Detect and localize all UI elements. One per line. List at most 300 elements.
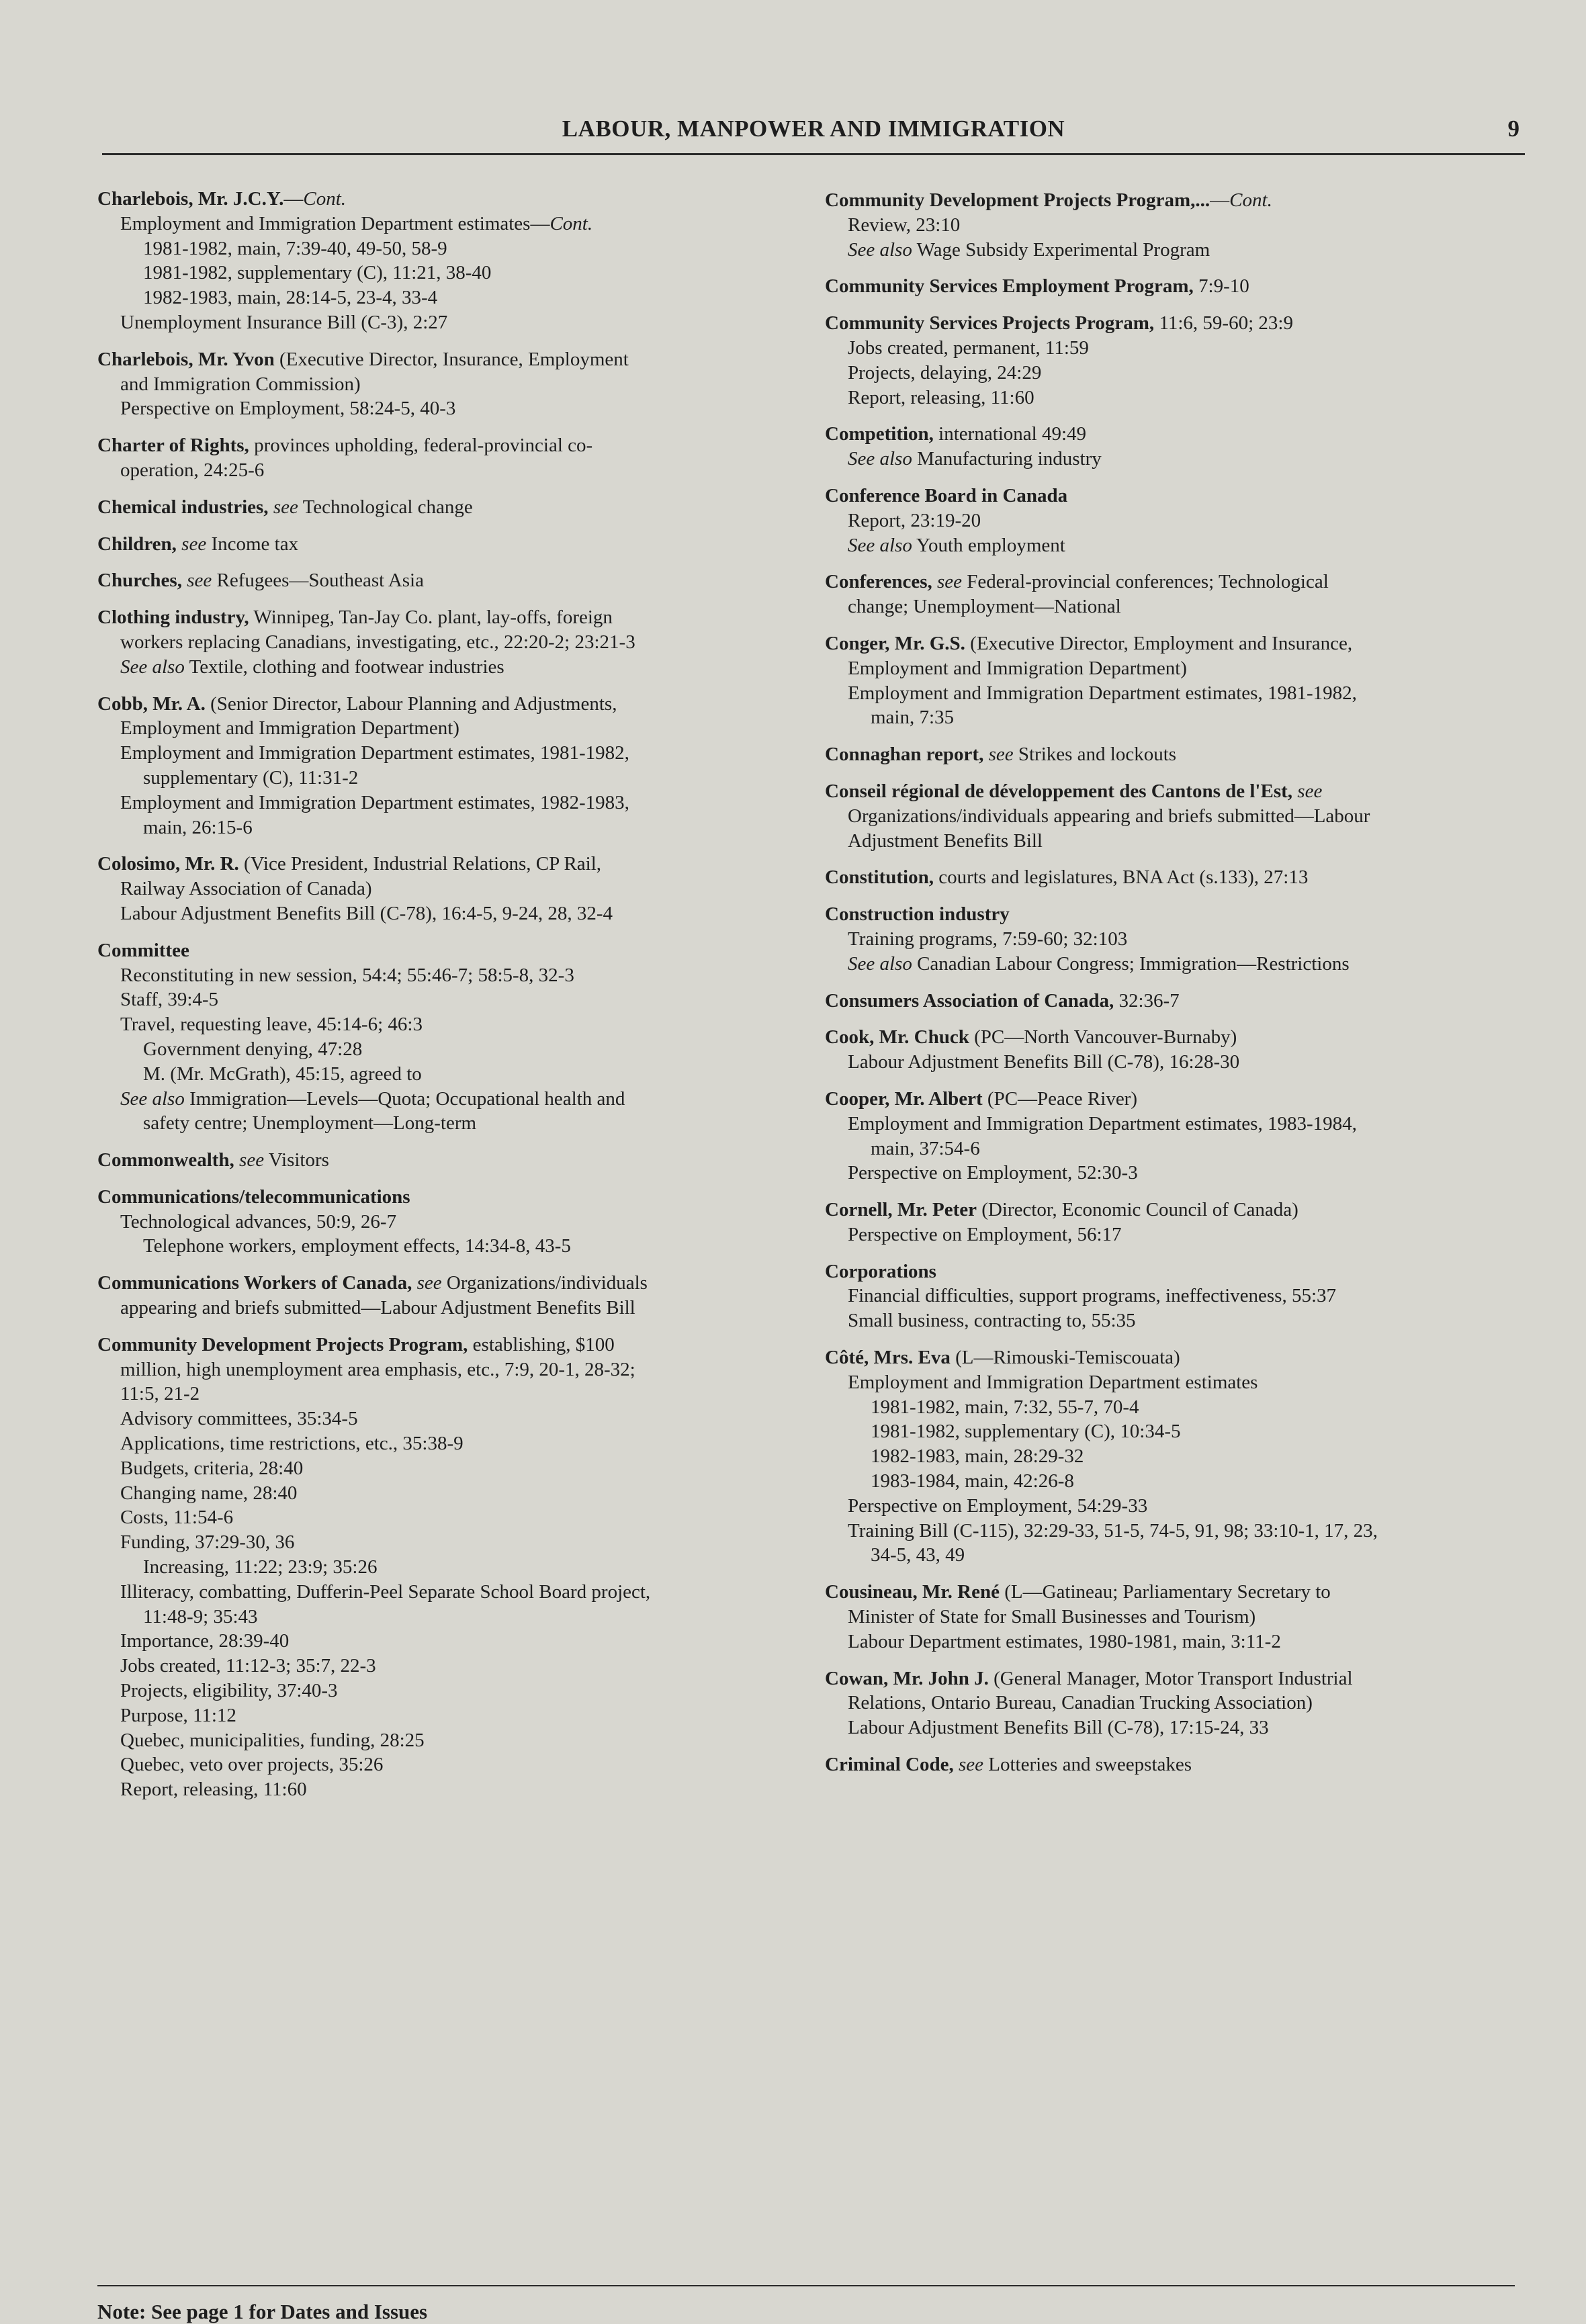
entry-subline [97,1703,796,1728]
entry-heading [825,484,1530,508]
index-entry [97,1148,796,1173]
entry-term: Cooper, Mr. Albert [825,1087,983,1110]
entry-text: Perspective on Employment, 52:30-3 [848,1162,1138,1184]
entry-text: (Senior Director, Labour Planning and Adjustments, [205,692,617,715]
index-entry [825,188,1530,262]
entry-text: main, 37:54-6 [871,1137,980,1159]
entry-text: 11:48-9; 35:43 [143,1605,258,1627]
entry-text: Jobs created, permanent, 11:59 [848,337,1089,359]
entry-subline [825,386,1530,410]
entry-heading [825,865,1530,890]
entry-text: Telephone workers, employment effects, 14:34-8, 43-5 [143,1235,571,1257]
entry-text: Quebec, municipalities, funding, 28:25 [120,1729,425,1751]
entry-heading [97,347,796,372]
entry-italic: see [936,571,963,593]
entry-text: operation, 24:25-6 [120,459,265,481]
entry-text: Employment and Immigration Department estimates, 1983-1984, [848,1112,1357,1134]
entry-text: establishing, $100 [468,1333,615,1355]
entry-term: Conference Board in Canada [825,484,1068,506]
entry-heading [97,852,796,877]
entry-subline [97,310,796,335]
entry-subline [825,1444,1530,1469]
entry-term: Community Services Employment Program, [825,275,1194,298]
index-entry [97,605,796,679]
entry-heading [97,1333,796,1357]
index-entry [825,902,1530,976]
entry-text: 7:9-10 [1193,275,1249,298]
entry-subline [825,1222,1530,1247]
entry-heading [97,532,796,557]
entry-subline [97,1087,796,1112]
entry-heading [825,1087,1530,1112]
entry-text [983,744,988,765]
entry-text: — [1210,189,1230,211]
entry-heading [825,1580,1530,1605]
index-entry [825,631,1530,730]
index-entry [825,1752,1530,1777]
entry-text: M. (Mr. McGrath), 45:15, agreed to [143,1063,422,1085]
entry-subline [97,261,796,285]
entry-term: Cobb, Mr. A. [97,692,206,715]
entry-text [954,1754,959,1775]
entry-subline [825,238,1530,263]
entry-text: 1981-1982, supplementary (C), 10:34-5 [871,1421,1181,1443]
entry-heading [97,495,796,520]
entry-text: Government denying, 47:28 [143,1038,363,1060]
index-entry [97,532,796,557]
entry-term: Cowan, Mr. John J. [825,1667,989,1689]
entry-italic: See also [848,534,912,556]
entry-subline [97,901,796,926]
entry-heading [825,742,1530,767]
entry-italic: see [181,533,207,555]
entry-subline [825,705,1530,730]
entry-text: 11:5, 21-2 [120,1383,200,1405]
index-entry [825,311,1530,410]
entry-text: Strikes and lockouts [1013,744,1177,766]
entry-subline [97,1431,796,1456]
entry-term: Charter of Rights, [97,435,249,457]
entry-subline [825,1419,1530,1444]
entry-term: Cornell, Mr. Peter [825,1199,977,1221]
index-entry [825,484,1530,557]
index-entry [825,1345,1530,1568]
entry-italic: see [958,1754,983,1776]
footer-rule [97,2285,1515,2323]
entry-term: Colosimo, Mr. R. [97,853,239,875]
entry-italic: see [416,1272,442,1294]
entry-text: (General Manager, Motor Transport Industrial [988,1667,1353,1689]
entry-italic: See also [120,656,185,678]
entry-text: Employment and Immigration Department estimates— [120,212,550,234]
entry-text: (Executive Director, Employment and Insurance, [965,632,1353,654]
entry-text: 1982-1983, main, 28:29-32 [871,1445,1084,1468]
entry-text: Railway Association of Canada) [120,878,372,900]
entry-term: Clothing industry, [97,607,249,629]
entry-text: Technological change [298,496,473,518]
entry-text: (PC—Peace River) [982,1087,1138,1110]
entry-subline [825,336,1530,361]
index-entry [825,1025,1530,1075]
entry-term: Conferences, [825,571,932,593]
entry-text: Budgets, criteria, 28:40 [120,1457,304,1479]
entry-term: Constitution, [825,866,934,889]
entry-text: Financial difficulties, support programs, ineffectiveness, 55:37 [848,1285,1336,1307]
entry-text [269,496,273,518]
entry-term: Charlebois, Mr. J.C.Y. [97,188,284,210]
entry-text: Employment and Immigration Department estimates [848,1371,1258,1393]
entry-heading [825,570,1530,594]
entry-subline [825,1112,1530,1136]
index-entry [97,568,796,593]
entry-heading [825,1259,1530,1284]
entry-subline [825,804,1530,829]
entry-subline [97,791,796,815]
entry-text: Purpose, 11:12 [120,1704,236,1726]
entry-subline [825,1543,1530,1568]
entry-text [932,571,937,592]
entry-subline [97,285,796,310]
entry-subline [97,1456,796,1481]
entry-subline [97,1062,796,1087]
entry-term: Communications Workers of Canada, [97,1272,412,1294]
index-entry [97,495,796,520]
entry-text: 32:36-7 [1114,989,1180,1012]
entry-term: Côté, Mrs. Eva [825,1347,951,1369]
entry-text: appearing and briefs submitted—Labour Adjustment Benefits Bill [120,1297,635,1319]
entry-text: (L—Rimouski-Temiscouata) [950,1347,1180,1369]
entry-subline [97,1037,796,1062]
entry-heading [97,605,796,630]
entry-heading [97,433,796,458]
entry-text: safety centre; Unemployment—Long-term [143,1112,477,1134]
entry-subline [97,655,796,680]
entry-term: Community Development Projects Program,... [825,189,1210,211]
entry-italic: see [988,744,1014,766]
entry-text: main, 7:35 [871,707,955,729]
index-entry [825,274,1530,299]
entry-text: Labour Department estimates, 1980-1981, main, 3:11-2 [848,1630,1281,1652]
entry-subline [825,1629,1530,1654]
entry-subline [97,1580,796,1605]
index-entry [97,1271,796,1321]
entry-text: provinces upholding, federal-provincial co- [249,435,593,457]
entry-text: Organizations/individuals appearing and briefs submitted—Labour [848,805,1370,827]
entry-subline [825,1284,1530,1308]
entry-text: 1981-1982, supplementary (C), 11:21, 38-40 [143,262,492,284]
entry-text: Small business, contracting to, 55:35 [848,1310,1136,1332]
entry-text: international 49:49 [933,423,1087,445]
entry-term: Corporations [825,1260,936,1282]
entry-heading [825,989,1530,1014]
index-entry [97,433,796,483]
entry-subline [825,1691,1530,1715]
entry-term: Conseil régional de développement des Cantons de l'Est, [825,780,1293,802]
entry-subline [97,212,796,236]
index-entry [825,779,1530,853]
index-entry [97,1185,796,1259]
entry-subline [825,829,1530,854]
entry-term: Communications/telecommunications [97,1186,410,1208]
entry-text: Employment and Immigration Department estimates, 1981-1982, [848,682,1357,704]
entry-subline [97,1210,796,1235]
entry-text: Training Bill (C-115), 32:29-33, 51-5, 74-5, 91, 98; 33:10-1, 17, 23, [848,1519,1378,1541]
entry-subline [825,213,1530,238]
index-entry [825,1580,1530,1654]
entry-text: Projects, delaying, 24:29 [848,361,1042,384]
entry-subline [825,508,1530,533]
entry-subline [97,741,796,766]
entry-italic: Cont. [303,188,347,210]
index-entry [97,347,796,421]
entry-subline [825,1519,1530,1544]
entry-term: Community Development Projects Program, [97,1333,468,1355]
index-entry [825,422,1530,472]
entry-subline [825,927,1530,952]
entry-subline [825,447,1530,472]
index-column-right [825,188,1530,1789]
page-number: 9 [1507,116,1519,142]
entry-text: Labour Adjustment Benefits Bill (C-78), 16:4-5, 9-24, 28, 32-4 [120,902,613,924]
entry-heading [825,1198,1530,1222]
entry-subline [97,987,796,1012]
entry-heading [825,1345,1530,1370]
entry-text: Income tax [206,533,299,555]
entry-text: Adjustment Benefits Bill [848,830,1043,852]
entry-text: Increasing, 11:22; 23:9; 35:26 [143,1556,378,1578]
entry-subline [825,681,1530,706]
entry-text: Advisory committees, 35:34-5 [120,1408,358,1430]
entry-text: change; Unemployment—National [848,596,1121,618]
entry-italic: See also [848,448,912,470]
entry-text: 1981-1982, main, 7:32, 55-7, 70-4 [871,1396,1139,1418]
entry-text: Importance, 28:39-40 [120,1630,290,1652]
entry-text: Manufacturing industry [912,448,1102,470]
entry-subline [97,1605,796,1629]
entry-term: Churches, [97,570,182,592]
entry-subline [97,1654,796,1679]
entry-subline [97,1777,796,1802]
entry-text: Costs, 11:54-6 [120,1507,234,1529]
entry-subline [97,1555,796,1580]
entry-subline [97,877,796,901]
index-entry [97,187,796,335]
entry-subline [97,1357,796,1382]
entry-text: Review, 23:10 [848,214,961,236]
entry-subline [825,1715,1530,1740]
entry-text: Report, releasing, 11:60 [120,1779,307,1801]
entry-text: 34-5, 43, 49 [871,1544,965,1566]
entry-italic: see [187,570,212,592]
entry-term: Chemical industries, [97,496,269,518]
entry-subline [97,1296,796,1321]
index-entry [97,852,796,926]
entry-heading [825,311,1530,336]
entry-text: Employment and Immigration Department estimates, 1981-1982, [120,742,629,764]
entry-text: 1982-1983, main, 28:14-5, 23-4, 33-4 [143,287,438,309]
entry-term: Charlebois, Mr. Yvon [97,348,275,370]
entry-text: (Executive Director, Insurance, Employment [274,348,629,370]
entry-italic: Cont. [1229,189,1272,211]
entry-heading [825,274,1530,299]
footer-note: Note: See page 1 for Dates and Issues [97,2300,428,2323]
entry-text: million, high unemployment area emphasis, etc., 7:9, 20-1, 28-32; [120,1358,635,1380]
entry-text: Jobs created, 11:12-3; 35:7, 22-3 [120,1655,376,1677]
entry-heading [97,1271,796,1296]
entry-subline [825,1308,1530,1333]
entry-text: Applications, time restrictions, etc., 35:38-9 [120,1433,464,1455]
entry-text: Youth employment [912,534,1065,556]
entry-subline [97,1012,796,1037]
entry-term: Cousineau, Mr. René [825,1581,1000,1603]
entry-term: Commonwealth, [97,1149,234,1171]
index-entry [825,989,1530,1014]
entry-heading [825,1752,1530,1777]
entry-text: Projects, eligibility, 37:40-3 [120,1680,338,1702]
index-entry [97,1333,796,1802]
entry-heading [825,188,1530,213]
entry-heading [825,631,1530,656]
entry-term: Conger, Mr. G.S. [825,632,965,654]
entry-subline [97,716,796,741]
index-column-left [97,187,796,1814]
entry-text: Organizations/individuals [441,1272,648,1294]
entry-subline [97,236,796,261]
entry-text: Canadian Labour Congress; Immigration—Restrictions [912,952,1350,975]
entry-subline [825,361,1530,386]
entry-italic: See also [120,1087,185,1110]
entry-text: Perspective on Employment, 54:29-33 [848,1494,1148,1517]
entry-term: Connaghan report, [825,744,984,766]
entry-subline [97,458,796,483]
entry-heading [825,422,1530,447]
entry-subline [97,1406,796,1431]
entry-text: Visitors [264,1149,329,1171]
entry-text: Perspective on Employment, 56:17 [848,1223,1122,1245]
entry-heading [97,187,796,212]
entry-term: Consumers Association of Canada, [825,989,1114,1012]
entry-heading [97,938,796,963]
entry-text: Staff, 39:4-5 [120,989,219,1011]
entry-text: main, 26:15-6 [143,816,253,838]
entry-term: Community Services Projects Program, [825,312,1155,334]
index-entry [97,938,796,1136]
index-entry [825,1198,1530,1247]
entry-heading [825,1025,1530,1050]
entry-subline [825,656,1530,681]
entry-term: Cook, Mr. Chuck [825,1026,969,1048]
entry-text: supplementary (C), 11:31-2 [143,766,359,789]
entry-term: Children, [97,533,177,555]
entry-term: Competition, [825,423,934,445]
entry-text: Report, 23:19-20 [848,509,981,531]
entry-heading [825,1666,1530,1691]
index-entry [825,1666,1530,1740]
entry-text: Textile, clothing and footwear industries [184,656,504,678]
entry-text: Technological advances, 50:9, 26-7 [120,1210,397,1233]
entry-text: workers replacing Canadians, investigating, etc., 22:20-2; 23:21-3 [120,631,635,653]
entry-text: Federal-provincial conferences; Technological [962,571,1329,593]
entry-text [234,1149,239,1171]
entry-subline [97,1728,796,1753]
entry-text: Changing name, 28:40 [120,1482,298,1504]
entry-subline [825,1605,1530,1629]
entry-text: — [283,188,304,210]
index-entry [825,742,1530,767]
entry-text: Reconstituting in new session, 54:4; 55:46-7; 58:5-8, 32-3 [120,964,574,986]
entry-subline [97,1382,796,1406]
entry-text: Wage Subsidy Experimental Program [912,238,1210,261]
entry-subline [97,963,796,988]
entry-text: Relations, Ontario Bureau, Canadian Trucking Association) [848,1692,1313,1714]
entry-text: Immigration—Levels—Quota; Occupational health and [184,1087,625,1110]
entry-subline [825,1050,1530,1075]
entry-heading [97,1148,796,1173]
entry-text [412,1272,416,1294]
entry-subline [97,1505,796,1530]
entry-text: (Director, Economic Council of Canada) [977,1199,1298,1221]
entry-subline [97,1481,796,1506]
entry-text: and Immigration Commission) [120,373,361,395]
entry-subline [825,952,1530,977]
entry-heading [97,568,796,593]
entry-subline [97,815,796,840]
running-header [102,116,1525,155]
entry-subline [825,1395,1530,1420]
entry-heading [97,1185,796,1210]
entry-text: Travel, requesting leave, 45:14-6; 46:3 [120,1014,423,1036]
entry-text: Unemployment Insurance Bill (C-3), 2:27 [120,311,448,333]
entry-italic: See also [848,952,912,975]
entry-italic: see [273,496,298,518]
entry-text: Perspective on Employment, 58:24-5, 40-3 [120,398,456,420]
entry-text: Training programs, 7:59-60; 32:103 [848,928,1128,950]
entry-subline [825,594,1530,619]
entry-subline [825,1469,1530,1494]
entry-italic: See also [848,238,912,261]
entry-text: Report, releasing, 11:60 [848,386,1034,408]
entry-subline [825,1494,1530,1519]
entry-subline [97,396,796,421]
entry-text: Funding, 37:29-30, 36 [120,1531,295,1554]
entry-subline [97,766,796,791]
entry-text: Labour Adjustment Benefits Bill (C-78), 16:28-30 [848,1051,1240,1073]
entry-subline [825,1136,1530,1161]
entry-text: Lotteries and sweepstakes [983,1754,1192,1776]
page-title: LABOUR, MANPOWER AND IMMIGRATION [562,116,1065,142]
entry-text: Employment and Immigration Department estimates, 1982-1983, [120,791,629,813]
entry-text: 1983-1984, main, 42:26-8 [871,1470,1074,1492]
entry-subline [97,1629,796,1654]
entry-text: courts and legislatures, BNA Act (s.133), 27:13 [933,866,1309,889]
entry-term: Construction industry [825,903,1010,926]
entry-subline [825,1370,1530,1395]
entry-heading [97,692,796,717]
entry-subline [97,1234,796,1259]
index-entry [825,865,1530,890]
entry-text: (L—Gatineau; Parliamentary Secretary to [999,1581,1331,1603]
entry-text: Quebec, veto over projects, 35:26 [120,1754,384,1776]
entry-subline [97,1679,796,1703]
entry-text: Minister of State for Small Businesses and Tourism) [848,1606,1256,1628]
entry-subline [97,372,796,397]
entry-text: Illiteracy, combatting, Dufferin-Peel Separate School Board project, [120,1580,651,1603]
entry-text: 11:6, 59-60; 23:9 [1154,312,1293,334]
entry-text: Employment and Immigration Department) [848,657,1187,679]
entry-term: Criminal Code, [825,1754,954,1776]
entry-heading [825,902,1530,927]
entry-text: Labour Adjustment Benefits Bill (C-78), 17:15-24, 33 [848,1717,1269,1739]
